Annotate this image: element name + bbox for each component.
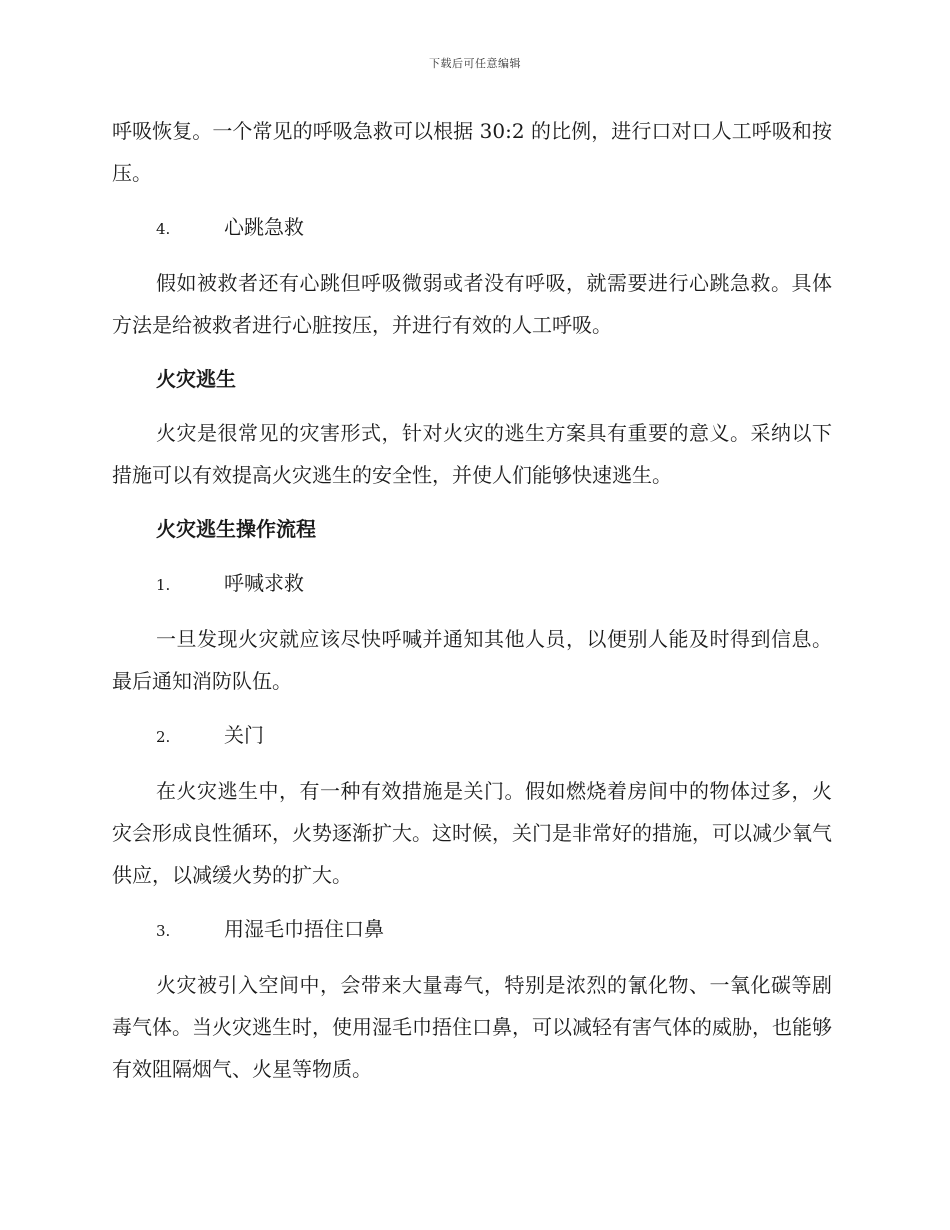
paragraph-wet-towel: 火灾被引入空间中，会带来大量毒气，特别是浓烈的氰化物、一氧化碳等剧毒气体。当火灾逃生时，使用湿毛巾捂住口鼻，可以减轻有害气体的威胁，也能够有效阻隔烟气、火星等物质。 — [112, 973, 832, 1081]
list-label: 心跳急救 — [224, 215, 304, 239]
list-label: 用湿毛巾捂住口鼻 — [224, 917, 384, 941]
list-label: 呼喊求救 — [224, 571, 304, 595]
paragraph-breathing-recovery: 呼吸恢复。一个常见的呼吸急救可以根据 30:2 的比例，进行口对口人工呼吸和按压。 — [112, 119, 832, 185]
list-item-call-for-help — [112, 562, 832, 606]
list-item-close-door — [112, 714, 832, 758]
page-header: 下载后可任意编辑 — [429, 57, 521, 70]
section-heading-fire-escape: 火灾逃生 — [156, 367, 236, 391]
list-number: 1. — [156, 576, 171, 594]
list-label: 关门 — [224, 723, 264, 747]
section-heading-fire-procedure: 火灾逃生操作流程 — [156, 517, 316, 541]
list-number: 4. — [156, 220, 171, 238]
paragraph-heart-rescue: 假如被救者还有心跳但呼吸微弱或者没有呼吸，就需要进行心跳急救。具体方法是给被救者进行心脏按压，并进行有效的人工呼吸。 — [112, 271, 832, 337]
list-item-heart-rescue — [112, 206, 832, 250]
list-item-wet-towel — [112, 908, 832, 952]
paragraph-call-for-help: 一旦发现火灾就应该尽快呼喊并通知其他人员，以便别人能及时得到信息。最后通知消防队伍。 — [112, 627, 832, 693]
list-number: 2. — [156, 728, 171, 746]
document-body — [112, 110, 832, 1102]
list-number: 3. — [156, 922, 171, 940]
paragraph-fire-intro: 火灾是很常见的灾害形式，针对火灾的逃生方案具有重要的意义。采纳以下措施可以有效提高火灾逃生的安全性，并使人们能够快速逃生。 — [112, 421, 832, 487]
paragraph-close-door: 在火灾逃生中，有一种有效措施是关门。假如燃烧着房间中的物体过多，火灾会形成良性循环，火势逐渐扩大。这时候，关门是非常好的措施，可以减少氧气供应，以减缓火势的扩大。 — [112, 779, 832, 887]
